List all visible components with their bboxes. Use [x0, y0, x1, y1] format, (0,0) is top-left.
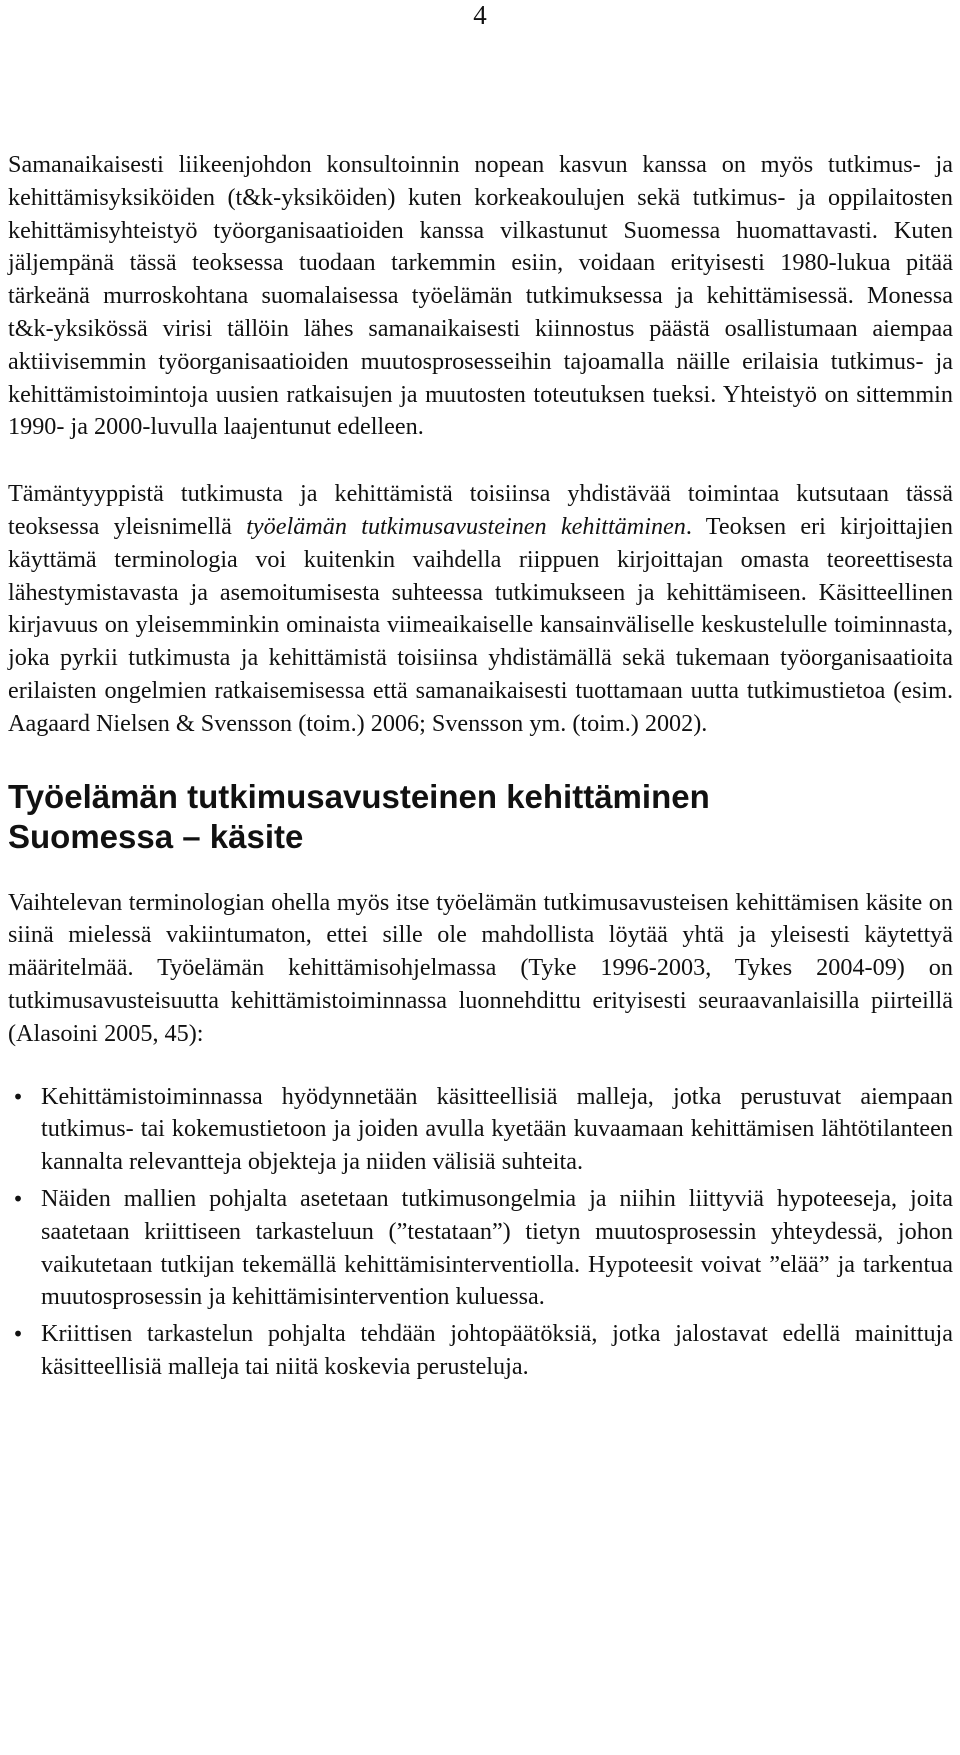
paragraph-2-text-end: . Teoksen eri kirjoittajien käyttämä terminologia voi kuitenkin vaihdella riippuen kirjoittajan omasta teoreettisesta lähestymistavasta ja asemoitumisesta suhteessa tutkimukseen ja kehittämiseen. Käsitteellinen kirjavuus on yleisemminkin ominaista viimeaikaiselle kansainväliselle keskustelulle toiminnasta, joka pyrkii tutkimusta ja kehittämistä toisiinsa yhdistämällä sekä tukemaan työorganisaatioita erilaisten ongelmien ratkaisemisessa että samanaikaisesti tuottamaan uutta tutkimustietoa (esim. Aagaard Nielsen & Svensson (toim.) 2006; Svensson ym. (toim.) 2002). — [8, 512, 953, 737]
bullet-list — [8, 1081, 953, 1384]
bullet-text-2: Näiden mallien pohjalta asetetaan tutkimusongelmia ja niihin liittyviä hypoteeseja, joita saatetaan kriittiseen tarkasteluun (”testataan”) tietyn muutosprosessin yhteydessä, johon vaikutetaan tutkijan tekemällä kehittämisinterventiolla. Hypoteesit voivat ”elää” ja tarkentua muutosprosessin ja kehittämisintervention kuluessa. — [41, 1184, 953, 1311]
paragraph-2-text-start: Tämäntyyppistä tutkimusta ja kehittämistä toisiinsa yhdistävää toimintaa kutsutaan tässä teoksessa yleisnimellä — [8, 480, 953, 540]
paragraph-2-italic-term: työelämän tutkimusavusteinen kehittäminen — [246, 512, 686, 540]
bullet-text-1: Kehittämistoiminnassa hyödynnetään käsitteellisiä malleja, jotka perustuvat aiempaan tutkimus- tai kokemustietoon ja joiden avulla kyetään kuvaamaan kehittämisen lähtötilanteen kannalta relevantteja objekteja ja niiden välisiä suhteita. — [41, 1082, 953, 1176]
page-number: 4 — [473, 0, 487, 30]
section-heading-line-1: Työelämän tutkimusavusteinen kehittäminen — [8, 777, 710, 815]
bullet-item-1 — [8, 1081, 953, 1179]
paragraph-3: Vaihtelevan terminologian ohella myös itse työelämän tutkimusavusteisen kehittämisen käsite on siinä mielessä vakiintumaton, ettei sille ole mahdollista löytää yhtä ja yleisesti käytettyä määritelmää. Työelämän kehittämisohjelmassa (Tyke 1996-2003, Tykes 2004-09) on tutkimusavusteisuutta kehittämistoiminnassa luonnehdittu erityisesti seuraavanlaisilla piirteillä (Alasoini 2005, 45): — [8, 888, 953, 1047]
paragraph-1: Samanaikaisesti liikeenjohdon konsultoinnin nopean kasvun kanssa on myös tutkimus- ja kehittämisyksiköiden (t&k-yksiköiden) kuten korkeakoulujen sekä tutkimus- ja oppilaitosten kehittämisyhteistyö työorganisaatioiden kanssa vilkastunut Suomessa huomattavasti. Kuten jäljempänä tässä teoksessa tuodaan tarkemmin esiin, voidaan erityisesti 1980-lukua pitää tärkeänä murroskohtana suomalaisessa työelämän tutkimuksessa ja kehittämisessä. Monessa t&k-yksikössä virisi tällöin lähes samanaikaisesti kiinnostus päästä osallistumaan aiempaa aktiivisemmin työorganisaatioiden muutosprosesseihin tajoamalla näille erilaisia tutkimus- ja kehittämistoimintoja uusien ratkaisujen ja muutosten toteutuksen tueksi. Yhteistyö on sittemmin 1990- ja 2000-luvulla laajentunut edelleen. — [8, 151, 953, 441]
bullet-icon: • — [12, 1186, 24, 1211]
bullet-icon: • — [12, 1322, 24, 1347]
section-heading-line-2: Suomessa – käsite — [8, 817, 304, 855]
paragraph-2 — [8, 478, 953, 740]
bullet-item-3 — [8, 1318, 953, 1384]
bullet-text-3: Kriittisen tarkastelun pohjalta tehdään johtopäätöksiä, jotka jalostavat edellä mainittuja käsitteellisiä malleja tai niitä koskevia perusteluja. — [41, 1320, 953, 1380]
section-heading — [8, 777, 953, 857]
bullet-item-2 — [8, 1183, 953, 1314]
document-body — [8, 149, 953, 1388]
bullet-icon: • — [12, 1084, 24, 1109]
